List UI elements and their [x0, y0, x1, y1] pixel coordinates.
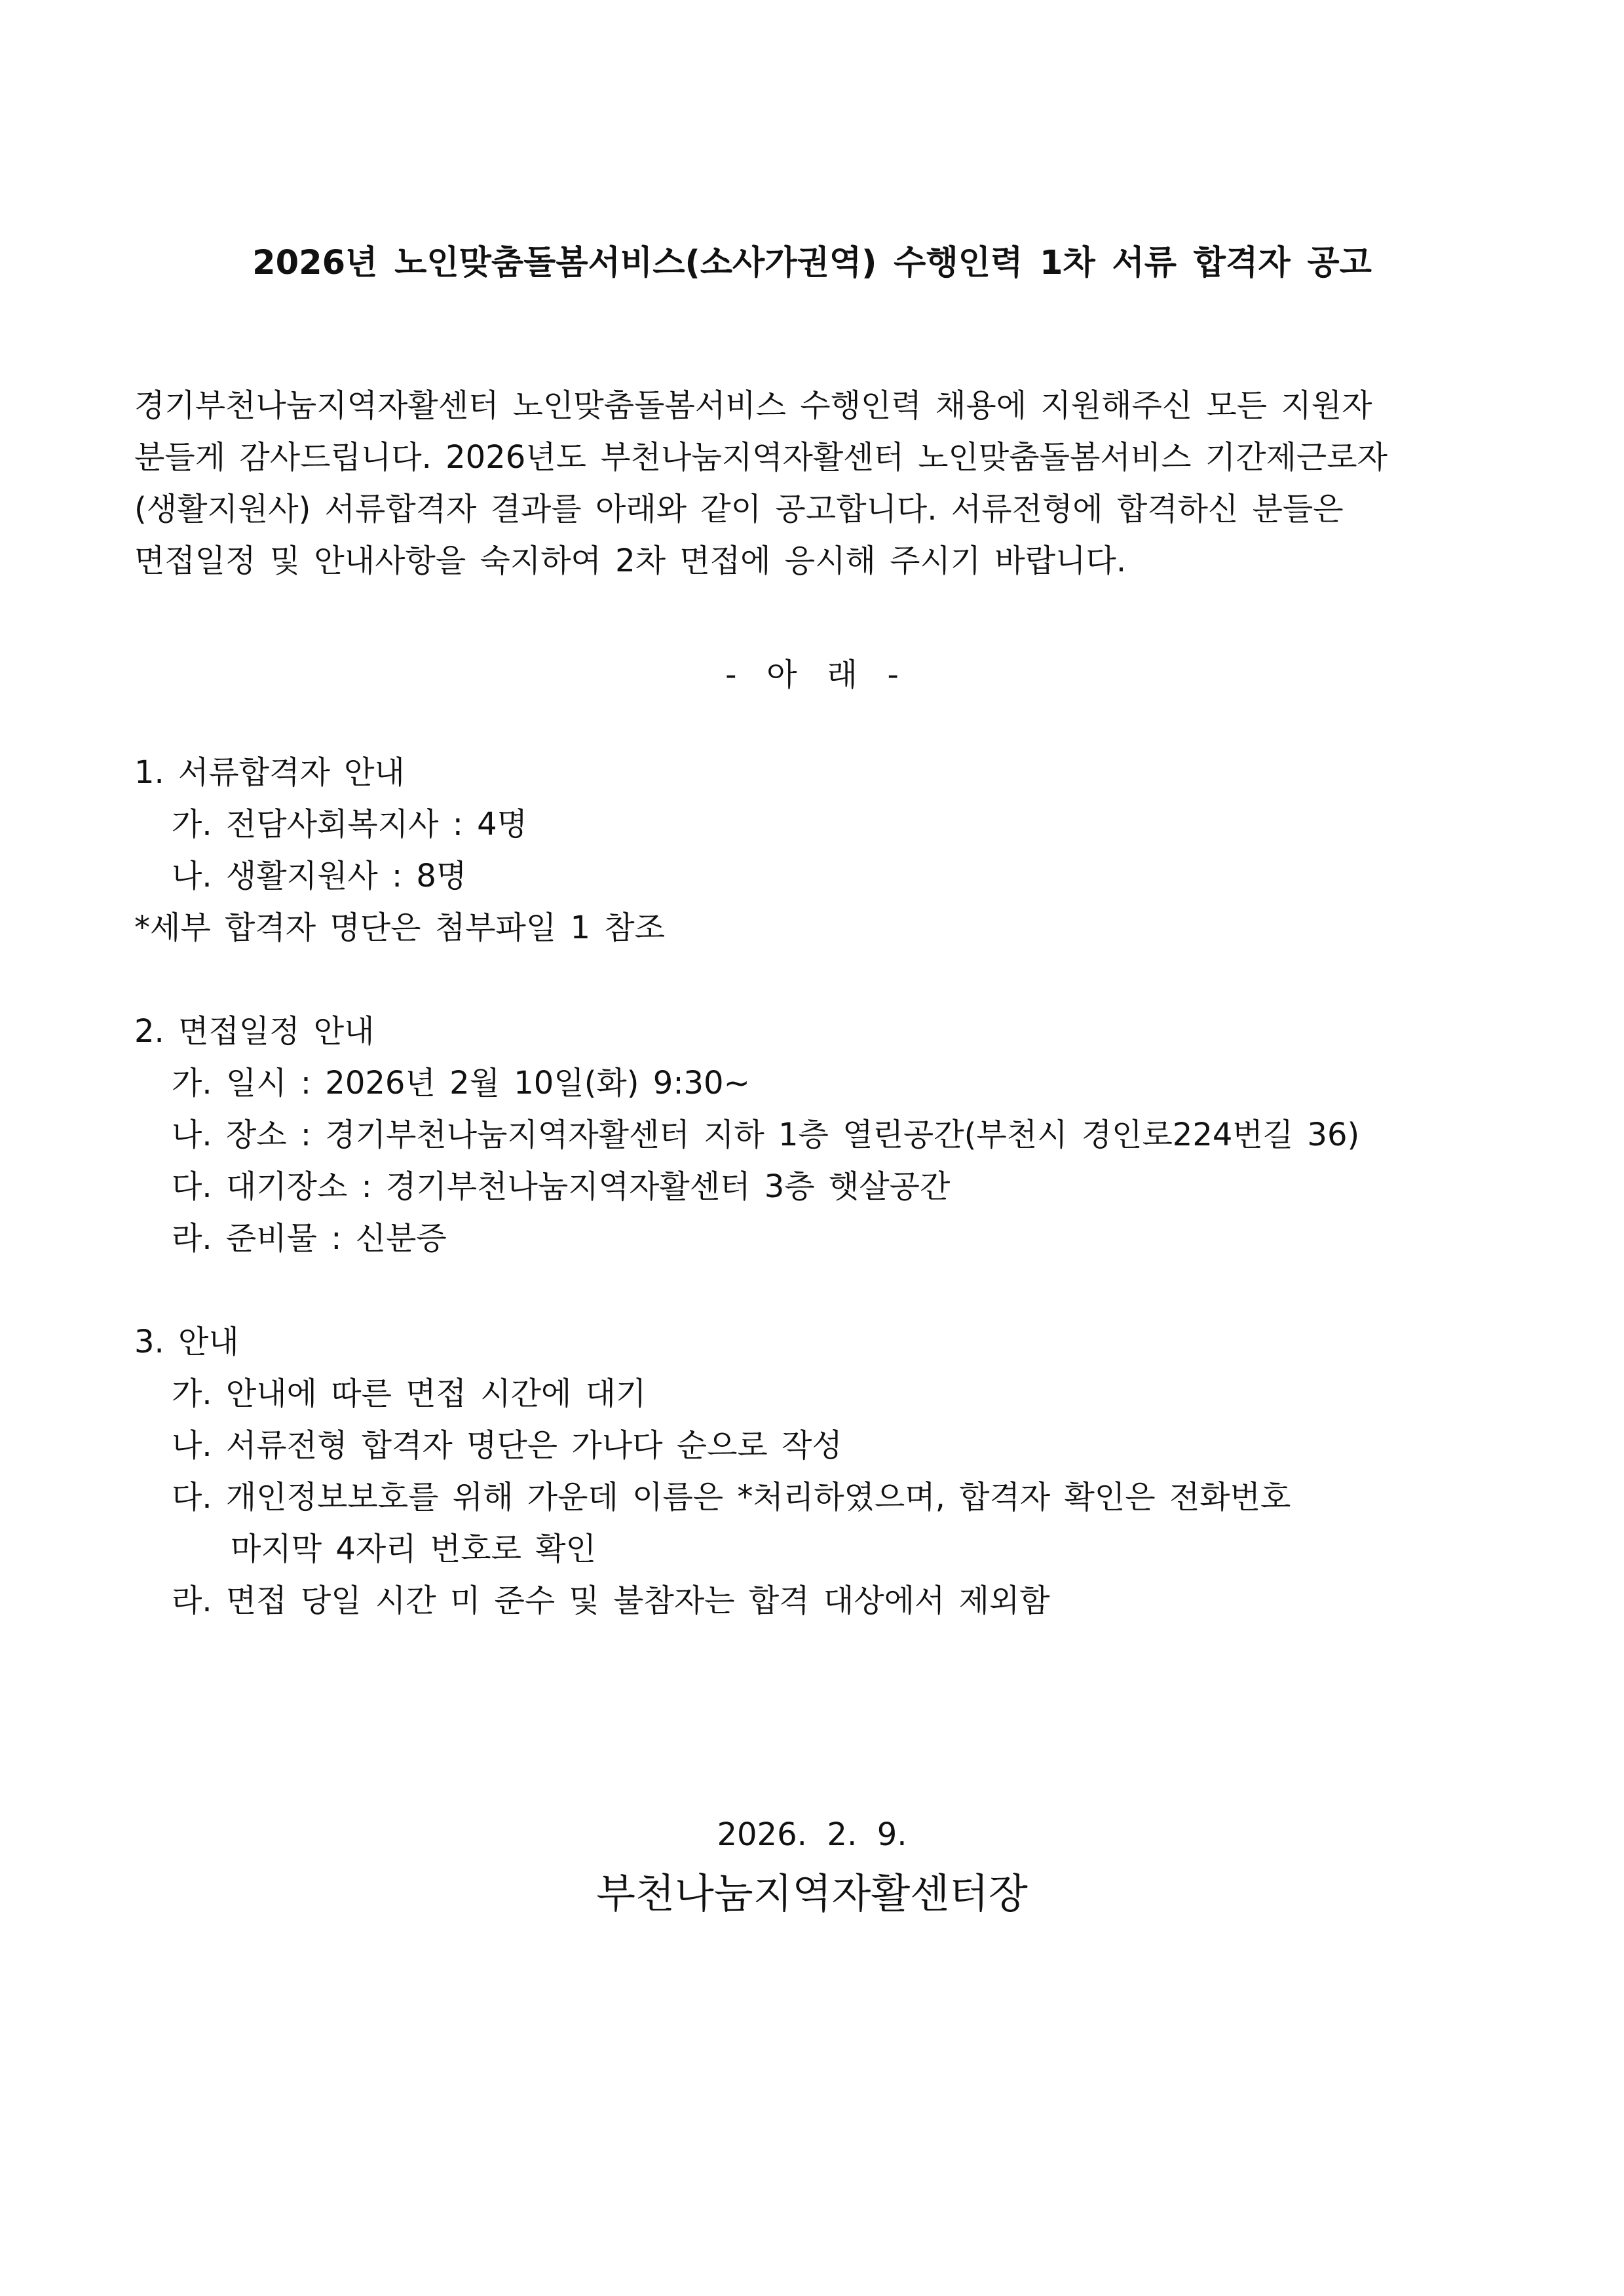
- section3-item: 라. 면접 당일 시간 미 준수 및 불참자는 합격 대상에서 제외함: [172, 1582, 1050, 1619]
- section1-note: *세부 합격자 명단은 첨부파일 1 참조: [134, 909, 665, 946]
- section3-item: 나. 서류전형 합격자 명단은 가나다 순으로 작성: [172, 1427, 842, 1464]
- below-divider: - 아 래 -: [725, 657, 899, 693]
- section1-item: 가. 전담사회복지사 : 4명: [172, 806, 528, 843]
- section3-item: 다. 개인정보보호를 위해 가운데 이름은 *처리하였으며, 합격자 확인은 전화번호: [172, 1479, 1291, 1516]
- intro-line: (생활지원사) 서류합격자 결과를 아래와 같이 공고합니다. 서류전형에 합격하신 분들은: [134, 491, 1344, 527]
- section2-item: 가. 일시 : 2026년 2월 10일(화) 9:30~: [172, 1065, 750, 1101]
- section3-item: 가. 안내에 따른 면접 시간에 대기: [172, 1375, 647, 1412]
- intro-line: 분들게 감사드립니다. 2026년도 부천나눔지역자활센터 노인맞춤돌봄서비스 기간제근로자: [134, 439, 1388, 476]
- section1-item: 나. 생활지원사 : 8명: [172, 858, 467, 894]
- intro-line: 면접일정 및 안내사항을 숙지하여 2차 면접에 응시해 주시기 바랍니다.: [134, 543, 1127, 579]
- document-date: 2026. 2. 9.: [717, 1816, 907, 1853]
- intro-line: 경기부천나눔지역자활센터 노인맞춤돌봄서비스 수행인력 채용에 지원해주신 모든 지원자: [134, 387, 1372, 424]
- document-title: 2026년 노인맞춤돌봄서비스(소사가권역) 수행인력 1차 서류 합격자 공고: [252, 244, 1372, 282]
- section3-item-continuation: 마지막 4자리 번호로 확인: [231, 1531, 596, 1567]
- section2-heading: 2. 면접일정 안내: [134, 1013, 375, 1050]
- section2-item: 나. 장소 : 경기부천나눔지역자활센터 지하 1층 열린공간(부천시 경인로224번길 36): [172, 1117, 1360, 1153]
- section2-item: 라. 준비물 : 신분증: [172, 1220, 447, 1257]
- section1-heading: 1. 서류합격자 안내: [134, 754, 405, 791]
- section3-heading: 3. 안내: [134, 1324, 239, 1360]
- section2-item: 다. 대기장소 : 경기부천나눔지역자활센터 3층 햇살공간: [172, 1168, 951, 1205]
- intro-paragraph: [134, 380, 1458, 587]
- issuer-signature: 부천나눔지역자활센터장: [596, 1869, 1028, 1917]
